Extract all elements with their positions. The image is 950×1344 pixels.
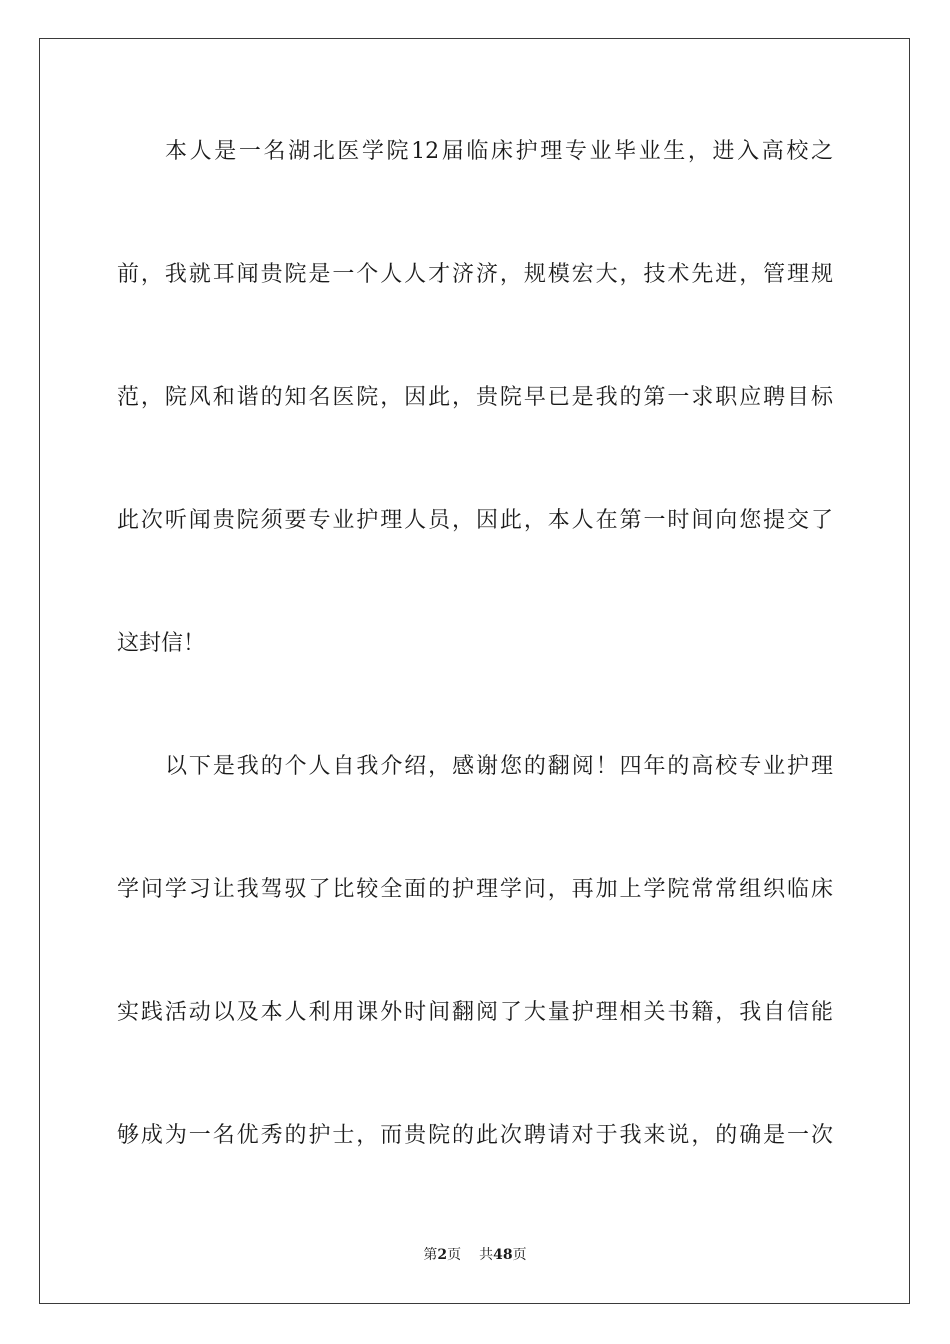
footer-page-number: 2 <box>437 1247 448 1263</box>
footer-page-suffix: 页 <box>447 1247 462 1263</box>
footer-page-prefix: 第 <box>423 1247 438 1263</box>
footer-total-pages: 48 <box>493 1247 513 1263</box>
body-line-2: 前，我就耳闻贵院是一个人人才济济，规模宏大，技术先进，管理规 <box>117 262 833 287</box>
body-line-3: 范，院风和谐的知名医院，因此，贵院早已是我的第一求职应聘目标 <box>117 385 833 410</box>
body-line-5: 这封信！ <box>117 631 206 656</box>
body-line-9: 够成为一名优秀的护士，而贵院的此次聘请对于我来说，的确是一次 <box>117 1123 833 1148</box>
body-line-1: 本人是一名湖北医学院12届临床护理专业毕业生，进入高校之 <box>165 139 833 164</box>
page-border <box>39 38 910 1304</box>
body-line-8: 实践活动以及本人利用课外时间翻阅了大量护理相关书籍，我自信能 <box>117 1000 833 1025</box>
footer-total-prefix: 共 <box>479 1247 494 1263</box>
body-line-4: 此次听闻贵院须要专业护理人员，因此，本人在第一时间向您提交了 <box>117 508 833 533</box>
body-line-7: 学问学习让我驾驭了比较全面的护理学问，再加上学院常常组织临床 <box>117 877 833 902</box>
page-footer <box>0 1246 950 1264</box>
body-line-6: 以下是我的个人自我介绍，感谢您的翻阅！四年的高校专业护理 <box>165 754 833 779</box>
footer-total-suffix: 页 <box>512 1247 527 1263</box>
